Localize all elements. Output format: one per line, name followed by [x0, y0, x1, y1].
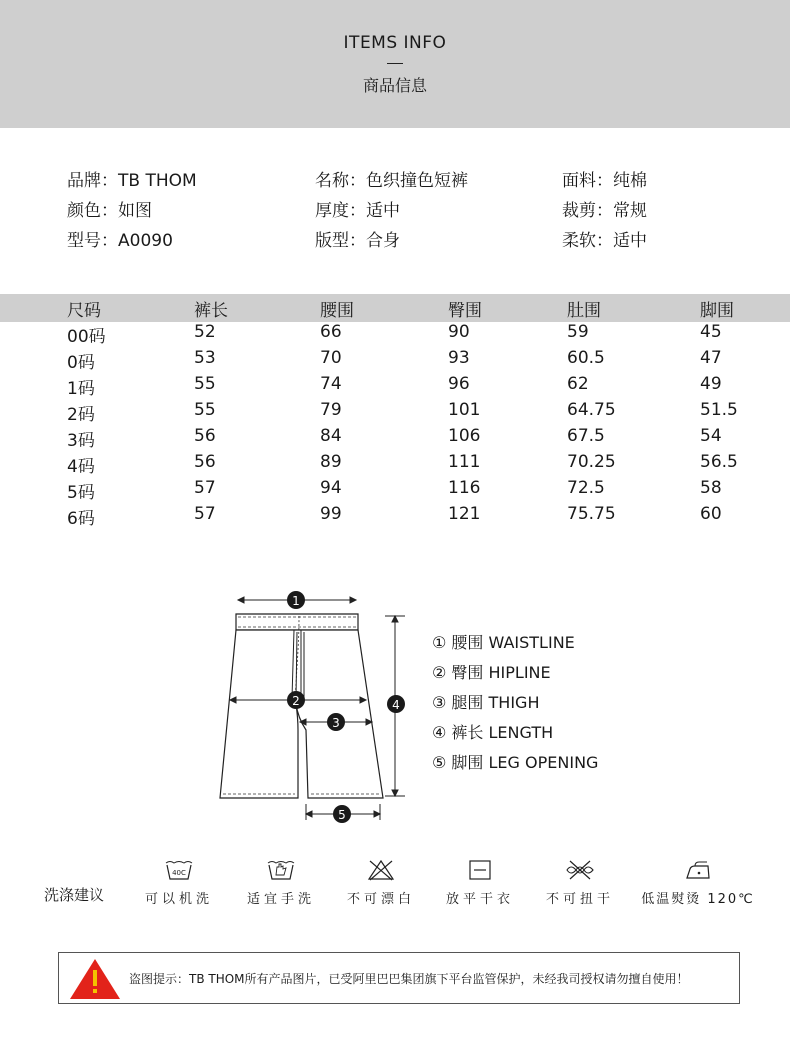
cell-hip: 101 [448, 400, 481, 420]
dry-flat-icon [465, 858, 495, 882]
svg-text:2: 2 [292, 694, 300, 708]
cell-leg-opening: 60 [700, 504, 722, 524]
care-label: 低温熨烫 120℃ [641, 892, 755, 907]
cell-leg-opening: 58 [700, 478, 722, 498]
cell-size: 2码 [67, 405, 95, 425]
cell-length: 53 [194, 348, 216, 368]
cell-hip: 106 [448, 426, 481, 446]
info-fabric: 面料：纯棉 [562, 171, 647, 191]
svg-text:3: 3 [332, 716, 340, 730]
cell-waist: 70 [320, 348, 342, 368]
info-row [67, 166, 767, 196]
cell-hip: 111 [448, 452, 481, 472]
size-table [0, 296, 790, 530]
info-row [67, 196, 767, 226]
table-row [0, 374, 790, 400]
care-dry-flat [425, 858, 535, 907]
cell-length: 57 [194, 478, 216, 498]
header-size: 尺码 [67, 301, 101, 321]
cell-hip: 96 [448, 374, 470, 394]
warning-triangle-icon [67, 956, 123, 1002]
header-belly: 肚围 [567, 301, 601, 321]
care-hand-wash [226, 858, 336, 907]
cell-length: 55 [194, 400, 216, 420]
info-thickness: 厚度：适中 [315, 201, 400, 221]
table-row [0, 504, 790, 530]
header-divider [387, 63, 403, 64]
product-info [67, 166, 767, 256]
table-row [0, 322, 790, 348]
cell-waist: 99 [320, 504, 342, 524]
cell-waist: 79 [320, 400, 342, 420]
shorts-measurement-diagram [200, 580, 430, 830]
header-title-en: ITEMS INFO [343, 33, 447, 53]
low-iron-icon [683, 858, 713, 882]
care-machine-wash [124, 858, 234, 907]
cell-size: 0码 [67, 353, 95, 373]
machine-wash-icon [164, 858, 194, 882]
care-label: 不可扭干 [545, 892, 614, 907]
cell-size: 1码 [67, 379, 95, 399]
svg-text:1: 1 [292, 594, 300, 608]
cell-leg-opening: 56.5 [700, 452, 738, 472]
info-brand: 品牌：TB THOM [67, 171, 197, 191]
cell-belly: 60.5 [567, 348, 605, 368]
care-no-wring [525, 858, 635, 907]
cell-length: 56 [194, 452, 216, 472]
header-leg-opening: 脚围 [700, 301, 734, 321]
marker-1 [287, 591, 305, 609]
cell-size: 5码 [67, 483, 95, 503]
items-info-header [0, 0, 790, 128]
care-title: 洗涤建议 [44, 886, 105, 904]
cell-size: 6码 [67, 509, 95, 529]
cell-hip: 90 [448, 322, 470, 342]
svg-text:40C: 40C [172, 869, 186, 877]
legend-thigh: ③ 腿围 THIGH [432, 693, 540, 712]
svg-text:4: 4 [392, 698, 400, 712]
svg-text:5: 5 [338, 808, 346, 822]
care-label: 适宜手洗 [246, 892, 315, 907]
care-label: 可以机洗 [144, 892, 213, 907]
table-row [0, 478, 790, 504]
cell-waist: 94 [320, 478, 342, 498]
cell-size: 3码 [67, 431, 95, 451]
care-low-iron [638, 858, 758, 907]
cell-belly: 67.5 [567, 426, 605, 446]
table-row [0, 452, 790, 478]
cell-belly: 75.75 [567, 504, 616, 524]
info-model: 型号：A0090 [67, 231, 173, 251]
hand-wash-icon [266, 858, 296, 882]
cell-belly: 59 [567, 322, 589, 342]
copyright-warning [58, 952, 740, 1004]
marker-5 [333, 805, 351, 823]
cell-length: 52 [194, 322, 216, 342]
cell-waist: 74 [320, 374, 342, 394]
measurement-legend [432, 630, 598, 780]
info-name: 名称：色织撞色短裤 [315, 171, 468, 191]
no-bleach-icon [366, 858, 396, 882]
header-hip: 臀围 [448, 301, 482, 321]
warning-text: 盗图提示：TB THOM所有产品图片，已受阿里巴巴集团旗下平台监管保护，未经我司授权请勿擅自使用！ [129, 972, 689, 986]
cell-size: 00码 [67, 327, 106, 347]
cell-leg-opening: 54 [700, 426, 722, 446]
cell-leg-opening: 49 [700, 374, 722, 394]
legend-length: ④ 裤长 LENGTH [432, 723, 554, 742]
care-no-bleach [326, 858, 436, 907]
info-fit: 版型：合身 [315, 231, 400, 251]
cell-belly: 70.25 [567, 452, 616, 472]
cell-hip: 93 [448, 348, 470, 368]
info-cut: 裁剪：常规 [562, 201, 647, 221]
cell-leg-opening: 51.5 [700, 400, 738, 420]
cell-hip: 116 [448, 478, 481, 498]
info-softness: 柔软：适中 [562, 231, 647, 251]
marker-3 [327, 713, 345, 731]
cell-length: 57 [194, 504, 216, 524]
size-table-header [0, 296, 790, 320]
table-row [0, 348, 790, 374]
marker-2 [287, 691, 305, 709]
cell-belly: 64.75 [567, 400, 616, 420]
info-color: 颜色：如图 [67, 201, 152, 221]
no-wring-icon [563, 858, 597, 882]
table-row [0, 400, 790, 426]
cell-waist: 84 [320, 426, 342, 446]
header-title-zh: 商品信息 [362, 76, 427, 95]
legend-hipline: ② 臀围 HIPLINE [432, 663, 551, 682]
care-label: 放平干衣 [445, 892, 514, 907]
cell-size: 4码 [67, 457, 95, 477]
cell-belly: 62 [567, 374, 589, 394]
cell-leg-opening: 47 [700, 348, 722, 368]
cell-leg-opening: 45 [700, 322, 722, 342]
care-label: 不可漂白 [346, 892, 415, 907]
cell-length: 55 [194, 374, 216, 394]
marker-4 [387, 695, 405, 713]
legend-waistline: ① 腰围 WAISTLINE [432, 633, 575, 652]
cell-hip: 121 [448, 504, 481, 524]
cell-belly: 72.5 [567, 478, 605, 498]
cell-waist: 89 [320, 452, 342, 472]
cell-length: 56 [194, 426, 216, 446]
cell-waist: 66 [320, 322, 342, 342]
legend-leg-opening: ⑤ 脚围 LEG OPENING [432, 753, 599, 772]
header-waist: 腰围 [320, 301, 354, 321]
table-row [0, 426, 790, 452]
header-length: 裤长 [194, 301, 228, 321]
info-row [67, 226, 767, 256]
